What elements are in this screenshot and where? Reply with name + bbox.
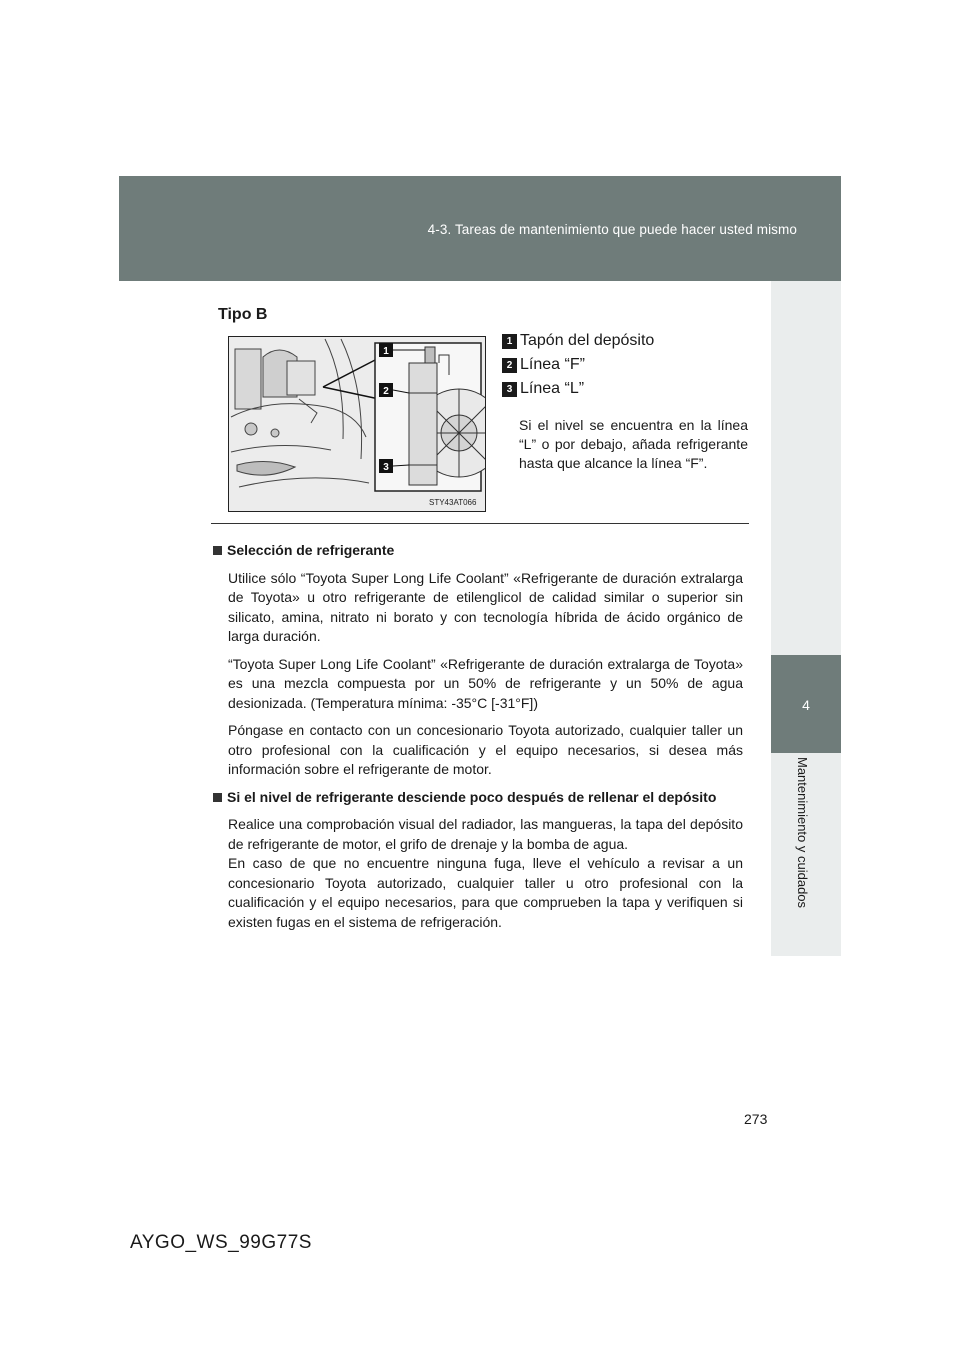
svg-text:3: 3 <box>383 462 389 473</box>
legend-item <box>502 354 748 376</box>
section-divider <box>211 523 749 524</box>
paragraph: Utilice sólo “Toyota Super Long Life Coolant” «Refrigerante de duración extralarga de Toyota» u otro refrigerante de etilenglicol de calidad similar o superior sin silicato, amina, nitrato ni borato y con tecnología híbrida de ácido orgánico de larga duración. <box>228 569 743 644</box>
callout-text: Tapón del depósito <box>520 332 655 349</box>
paragraph: “Toyota Super Long Life Coolant” «Refrigerante de duración extralarga de Toyota» es una mezcla compuesta por un 50% de refrigerante y un 50% de agua desionizada. (Temperatura mínima: -35°C [-31°F]) <box>228 655 743 711</box>
callout-number: 2 <box>502 358 517 373</box>
figure-label: Tipo B <box>218 306 268 323</box>
square-bullet-icon <box>213 546 222 555</box>
square-bullet-icon <box>213 793 222 802</box>
figure-note: Si el nivel se encuentra en la línea “L” o por debajo, añada refrigerante hasta que alcance la línea “F”. <box>519 417 748 471</box>
document-code: AYGO_WS_99G77S <box>130 1232 312 1253</box>
svg-text:2: 2 <box>383 386 389 397</box>
section-title: 4-3. Tareas de mantenimiento que puede hacer usted mismo <box>427 222 797 237</box>
paragraph: Póngase en contacto con un concesionario Toyota autorizado, cualquier taller un otro profesional con la cualificación y el equipo necesarios, si desea más información sobre el refrigerante de motor. <box>228 722 743 777</box>
chapter-tab <box>771 655 841 753</box>
section-heading: Selección de refrigerante <box>213 541 743 561</box>
figure-code: STY43AT066 <box>429 498 477 507</box>
figure-legend <box>502 330 748 473</box>
legend-item <box>502 378 748 400</box>
body-content <box>213 541 743 940</box>
paragraph: Realice una comprobación visual del radiador, las mangueras, la tapa del depósito de refrigerante de motor, el grifo de drenaje y la bomba de agua. <box>228 816 743 852</box>
chapter-title: Mantenimiento y cuidados <box>795 757 810 909</box>
callout-text: Línea “F” <box>520 356 585 373</box>
coolant-reservoir-drawing <box>229 337 485 511</box>
legend-item <box>502 330 748 352</box>
callout-text: Línea “L” <box>520 380 585 397</box>
svg-text:1: 1 <box>383 346 389 357</box>
chapter-number: 4 <box>802 697 810 713</box>
section-header-bar <box>119 176 841 281</box>
page-number: 273 <box>744 1111 768 1127</box>
callout-number: 1 <box>502 334 517 349</box>
section-heading: Si el nivel de refrigerante desciende poco después de rellenar el depósito <box>213 788 743 808</box>
callout-number: 3 <box>502 382 517 397</box>
paragraph: En caso de que no encuentre ninguna fuga, lleve el vehículo a revisar a un concesionario Toyota autorizado, cualquier taller u otro profesional con la cualificación y el equipo necesarios, para que comprueben la tapa y verifiquen si existen fugas en el sistema de refrigeración. <box>228 855 743 930</box>
engine-compartment-illustration <box>228 336 486 512</box>
